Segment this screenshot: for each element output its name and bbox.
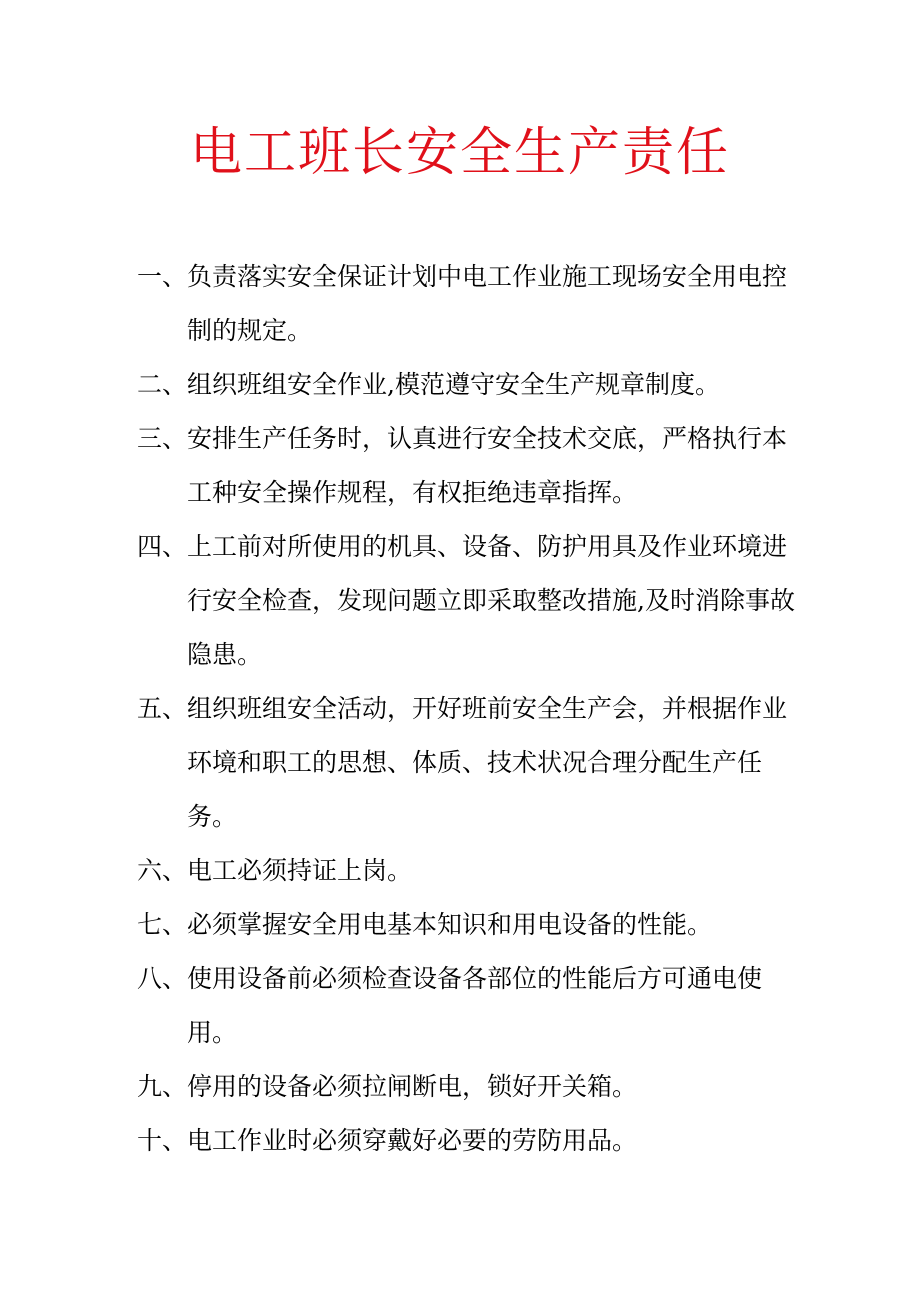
item-text: 上工前对所使用的机具、设备、防护用具及作业环境进行安全检查，发现问题立即采取整改措施,及时消除事故隐患。 [187, 532, 795, 669]
item-number: 五、 [137, 694, 188, 723]
item-number: 一、 [137, 262, 188, 291]
item-text: 电工必须持证上岗。 [187, 856, 413, 885]
item-number: 九、 [137, 1072, 188, 1101]
list-item [137, 412, 797, 520]
item-text: 安排生产任务时，认真进行安全技术交底，严格执行本工种安全操作规程，有权拒绝违章指挥。 [187, 424, 788, 507]
list-item [137, 898, 797, 952]
list-item [137, 682, 797, 844]
item-number: 三、 [137, 424, 188, 453]
list-item [137, 1060, 797, 1114]
item-text: 停用的设备必须拉闸断电，锁好开关箱。 [187, 1072, 638, 1101]
list-item [137, 1114, 797, 1168]
item-number: 七、 [137, 910, 188, 939]
list-item [137, 952, 797, 1060]
item-number: 四、 [137, 532, 188, 561]
item-number: 八、 [137, 964, 188, 993]
list-item [137, 250, 797, 358]
list-item [137, 844, 797, 898]
item-number: 二、 [137, 370, 188, 399]
item-text: 必须掌握安全用电基本知识和用电设备的性能。 [187, 910, 713, 939]
list-item [137, 358, 797, 412]
item-text: 组织班组安全作业,模范遵守安全生产规章制度。 [187, 370, 720, 399]
item-number: 十、 [137, 1126, 188, 1155]
item-text: 组织班组安全活动，开好班前安全生产会，并根据作业环境和职工的思想、体质、技术状况合理分配生产任务。 [187, 694, 788, 831]
item-text: 负责落实安全保证计划中电工作业施工现场安全用电控制的规定。 [187, 262, 788, 345]
item-number: 六、 [137, 856, 188, 885]
item-text: 使用设备前必须检查设备各部位的性能后方可通电使用。 [187, 964, 763, 1047]
item-text: 电工作业时必须穿戴好必要的劳防用品。 [187, 1126, 638, 1155]
list-item [137, 520, 797, 682]
responsibility-list [137, 250, 797, 1168]
page-title: 电工班长安全生产责任 [189, 123, 730, 183]
